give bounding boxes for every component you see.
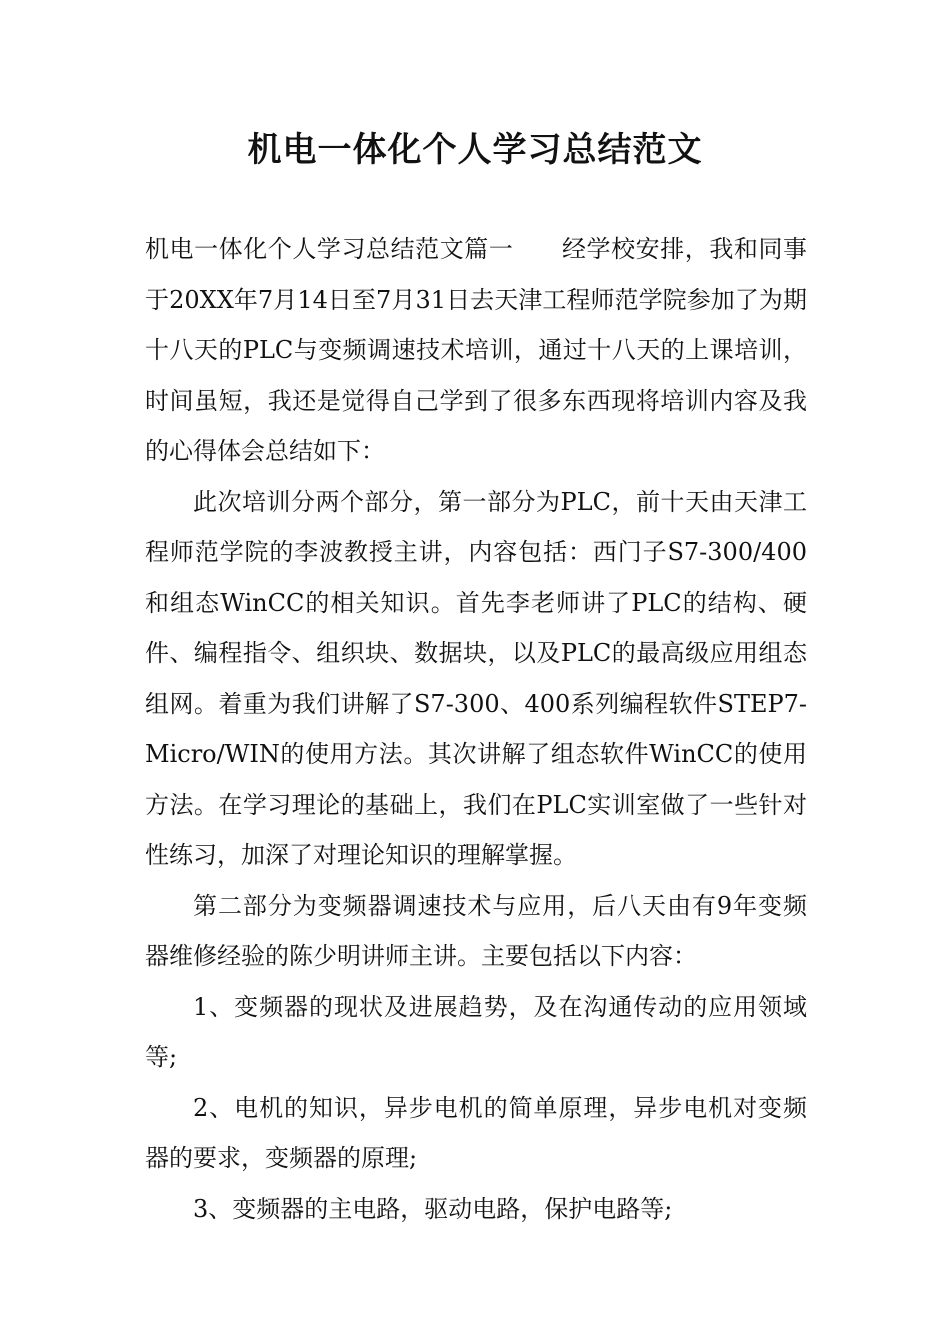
list-item-2: 2、电机的知识，异步电机的简单原理，异步电机对变频器的要求，变频器的原理; [145,1093,807,1172]
document-body [145,224,807,1234]
part1-paragraph: 此次培训分两个部分，第一部分为PLC，前十天由天津工程师范学院的李波教授主讲，内容包括：西门子S7-300/400和组态WinCC的相关知识。首先李老师讲了PLC的结构、硬件、编程指令、组织块、数据块，以及PLC的最高级应用组态组网。着重为我们讲解了S7-300、400系列编程软件STEP7-Micro/WIN的使用方法。其次讲解了组态软件WinCC的使用方法。在学习理论的基础上，我们在PLC实训室做了一些针对性练习，加深了对理论知识的理解掌握。 [145,487,807,869]
document-title: 机电一体化个人学习总结范文 [247,130,703,170]
list-item-3: 3、变频器的主电路，驱动电路，保护电路等; [193,1194,673,1223]
intro-heading: 机电一体化个人学习总结范文篇一 [145,235,514,263]
part2-paragraph: 第二部分为变频器调速技术与应用，后八天由有9年变频器维修经验的陈少明讲师主讲。主要包括以下内容： [145,891,807,970]
list-item-1: 1、变频器的现状及进展趋势，及在沟通传动的应用领域等; [145,992,807,1071]
intro-text: 经学校安排，我和同事于20XX年7月14日至7月31日去天津工程师范学院参加了为期十八天的PLC与变频调速技术培训，通过十八天的上课培训，时间虽短，我还是觉得自己学到了很多东西现将培训内容及我的心得体会总结如下： [145,235,808,465]
intro-paragraph [145,224,807,477]
